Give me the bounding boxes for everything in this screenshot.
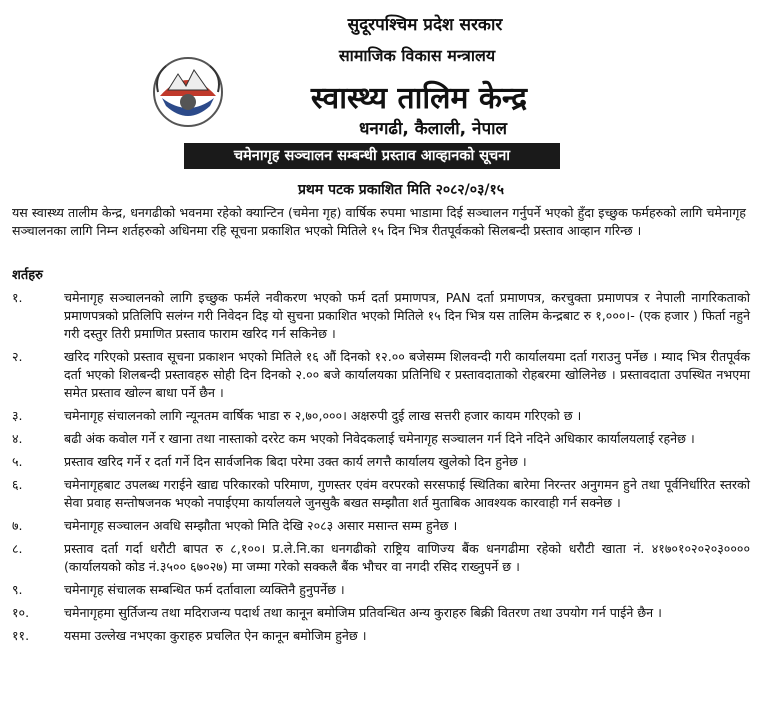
office-address: धनगढी, कैलाली, नेपाल <box>358 119 508 139</box>
condition-item <box>12 430 750 448</box>
condition-text: प्रस्ताव दर्ता गर्दा धरौटी बापत रु ८,१००। प्र.ले.नि.का धनगढीको राष्ट्रिय वाणिज्य बैंक धनगढीमा रहेको धरौटी खाता नं. ४१७०१०२०२०३०००० (कार्यालयको कोड नं.३५०० ६७०२७) मा जम्मा गरेको सक्कलै बैंक भौचर वा नगदी रसिद राख्नुपर्ने छ । <box>64 541 750 574</box>
condition-item <box>12 627 750 645</box>
condition-text: प्रस्ताव खरिद गर्ने र दर्ता गर्ने दिन सार्वजनिक बिदा परेमा उक्त कार्य लगत्तै कार्यालय खुलेको दिन हुनेछ । <box>64 454 527 469</box>
published-date: प्रथम पटक प्रकाशित मिति २०८२/०३/१५ <box>297 182 505 198</box>
condition-text: चमेनागृहबाट उपलब्ध गराईने खाद्य परिकारको परिमाण, गुणस्तर एवंम वरपरको सरसफाई स्थितिका बारेमा निरन्तर अनुगमन हुने तथा पूर्वनिर्धारित स्तरको सेवा प्रवाह सन्तोषजनक भएको नपाईएमा कार्यालयले जुनसुकै बखत सम्झौता शर्त मुताबिक आवश्यक कारवाही गर्न सक्नेछ । <box>64 477 750 510</box>
condition-number: ८. <box>12 541 23 556</box>
office-name: स्वास्थ्य तालिम केन्द्र <box>310 81 528 116</box>
condition-number: ६. <box>12 477 23 492</box>
condition-item <box>12 289 750 343</box>
condition-number: ४. <box>12 431 23 446</box>
condition-item <box>12 407 750 425</box>
notice-title: चमेनागृह सञ्चालन सम्बन्धी प्रस्ताव आव्हानको सूचना <box>184 143 560 169</box>
ministry-name: सामाजिक विकास मन्त्रालय <box>338 46 496 65</box>
condition-item <box>12 453 750 471</box>
province-government: सुदूरपश्चिम प्रदेश सरकार <box>347 15 503 35</box>
conditions-heading: शर्तहरु <box>12 268 43 283</box>
conditions-list <box>12 289 750 650</box>
condition-item <box>12 348 750 402</box>
condition-text: यसमा उल्लेख नभएका कुराहरु प्रचलित ऐन कानून बमोजिम हुनेछ । <box>64 628 367 643</box>
condition-number: १०. <box>12 605 30 620</box>
condition-number: ७. <box>12 518 23 533</box>
condition-text: चमेनागृहमा सुर्तिजन्य तथा मदिराजन्य पदार्थ तथा कानून बमोजिम प्रतिवन्धित अन्य कुराहरु बिक्री वितरण तथा उपयोग गर्न पाईने छैन । <box>64 605 662 620</box>
condition-number: ९. <box>12 582 23 597</box>
condition-number: ५. <box>12 454 23 469</box>
condition-item <box>12 604 750 622</box>
condition-text: चमेनागृह संचालनको लागि न्यूनतम वार्षिक भाडा रु २,७०,०००। अक्षरुपी दुई लाख सत्तरी हजार कायम गरिएको छ । <box>64 408 582 423</box>
condition-text: खरिद गरिएको प्रस्ताव सूचना प्रकाशन भएको मितिले १६ औं दिनको १२.०० बजेसम्म शिलवन्दी गरी कार्यालयमा दर्ता गराउनु पर्नेछ । म्याद भित्र रीतपूर्वक दर्ता भएको शिलबन्दी प्रस्तावहरु सोही दिन दिनको २.०० बजे कार्यालयका प्रतिनिधि र प्रस्तावदाताको रोहबरमा खोलिनेछ । प्रस्तावदाता उपस्थित नभएमा समेत प्रस्ताव खोल्न बाधा पर्ने छैन । <box>64 349 751 400</box>
condition-number: ११. <box>12 628 30 643</box>
condition-number: २. <box>12 349 23 364</box>
condition-text: चमेनागृह सञ्चालन अवधि सम्झौता भएको मिति देखि २०८३ असार मसान्त सम्म हुनेछ । <box>64 518 458 533</box>
condition-text: चमेनागृह संचालक सम्बन्धित फर्म दर्तावाला व्यक्तिनै हुनुपर्नेछ । <box>64 582 345 597</box>
condition-text: बढी अंक कवोल गर्ने र खाना तथा नास्ताको दररेट कम भएको निवेदकलाई चमेनागृह सञ्चालन गर्न दिने नदिने अधिकार कार्यालयलाई रहनेछ । <box>64 431 695 446</box>
condition-number: १. <box>12 290 23 305</box>
condition-item <box>12 540 750 576</box>
condition-text: चमेनागृह सञ्चालनको लागि इच्छुक फर्मले नवीकरण भएको फर्म दर्ता प्रमाणपत्र, PAN दर्ता प्रमाणपत्र, करचुक्ता प्रमाणपत्र र नेपाली नागरिकताको प्रमाणपत्रको प्रतिलिपि सलंग्न गरी निवेदन दिइ यो सुचना प्रकाशित भएको मितिले १५ दिन भित्र यस तालिम केन्द्रबाट रु १,०००।- (एक हजार ) फिर्ता नहुने गरी दस्तुर तिरी प्रमाणित प्रस्ताव फाराम खरिद गर्न सकिनेछ । <box>64 290 750 341</box>
condition-item <box>12 476 750 512</box>
condition-item <box>12 517 750 535</box>
condition-number: ३. <box>12 408 23 423</box>
intro-paragraph: यस स्वास्थ्य तालीम केन्द्र, धनगढीको भवनमा रहेको क्यान्टिन (चमेना गृह) वार्षिक रुपमा भाडामा दिई सञ्चालन गर्नुपर्ने भएको हुँदा इच्छुक फर्महरुको लागि चमेनागृह सञ्चालनका लागि निम्न शर्तहरुको अधिनमा रहि सूचना प्रकाशित भएको मितिले १५ दिन भित्र रीतपूर्वकको सिलबन्दी प्रस्ताव आव्हान गरिन्छ । <box>12 205 746 238</box>
condition-item <box>12 581 750 599</box>
